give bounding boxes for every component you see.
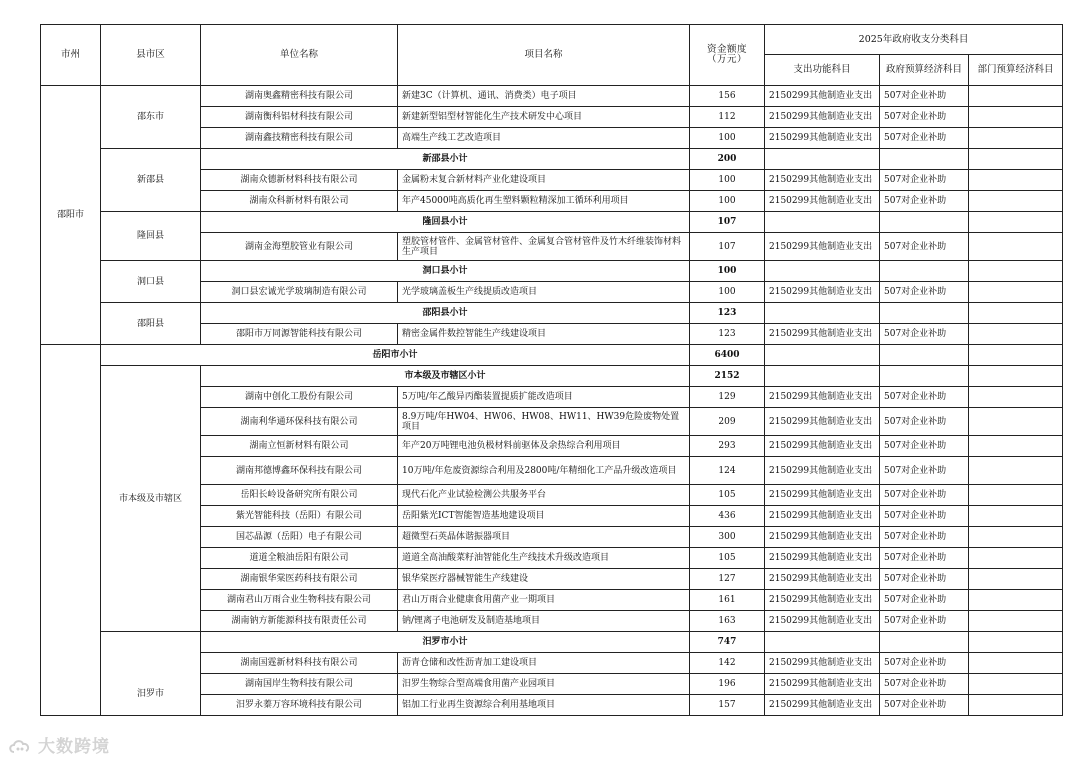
unit-cell: 湖南众科新材料有限公司 xyxy=(201,191,398,212)
dept-cell xyxy=(969,303,1063,324)
unit-cell: 湖南邦德博鑫环保科技有限公司 xyxy=(201,457,398,485)
project-cell: 铝加工行业再生资源综合利用基地项目 xyxy=(398,695,690,716)
county-cell: 汨罗市 xyxy=(101,632,201,716)
project-cell: 君山万雨合业健康食用菌产业一期项目 xyxy=(398,590,690,611)
subtotal-row xyxy=(41,632,1063,653)
subtotal-label: 洞口县小计 xyxy=(201,261,690,282)
city-cell xyxy=(41,345,101,716)
dept-cell xyxy=(969,632,1063,653)
unit-cell: 汨罗永蓁万容环境科技有限公司 xyxy=(201,695,398,716)
unit-cell: 湖南立恒新材料有限公司 xyxy=(201,436,398,457)
econ-cell xyxy=(880,149,969,170)
econ-cell: 507对企业补助 xyxy=(880,170,969,191)
econ-cell xyxy=(880,366,969,387)
county-cell: 新邵县 xyxy=(101,149,201,212)
func-cell: 2150299其他制造业支出 xyxy=(765,191,880,212)
unit-cell: 邵阳市万同源智能科技有限公司 xyxy=(201,324,398,345)
subtotal-amount: 200 xyxy=(690,149,765,170)
econ-cell: 507对企业补助 xyxy=(880,590,969,611)
econ-cell: 507对企业补助 xyxy=(880,695,969,716)
dept-cell xyxy=(969,408,1063,436)
amount-cell: 161 xyxy=(690,590,765,611)
econ-cell: 507对企业补助 xyxy=(880,611,969,632)
unit-cell: 湖南国霆新材料科技有限公司 xyxy=(201,653,398,674)
subtotal-label: 隆回县小计 xyxy=(201,212,690,233)
amount-cell: 123 xyxy=(690,324,765,345)
subtotal-amount: 123 xyxy=(690,303,765,324)
county-cell: 邵阳县 xyxy=(101,303,201,345)
econ-cell xyxy=(880,632,969,653)
unit-cell: 道道全粮油岳阳有限公司 xyxy=(201,548,398,569)
dept-cell xyxy=(969,233,1063,261)
subtotal-row xyxy=(41,261,1063,282)
dept-cell xyxy=(969,548,1063,569)
project-cell: 8.9万吨/年HW04、HW06、HW08、HW11、HW39危险废物处置项目 xyxy=(398,408,690,436)
econ-cell: 507对企业补助 xyxy=(880,436,969,457)
subtotal-amount: 100 xyxy=(690,261,765,282)
dept-cell xyxy=(969,282,1063,303)
func-cell: 2150299其他制造业支出 xyxy=(765,653,880,674)
econ-cell: 507对企业补助 xyxy=(880,387,969,408)
amount-cell: 124 xyxy=(690,457,765,485)
project-cell: 塑胶管材管件、金属管材管件、金属复合管材管件及竹木纤维装饰材料生产项目 xyxy=(398,233,690,261)
dept-cell xyxy=(969,611,1063,632)
subtotal-row xyxy=(41,303,1063,324)
project-cell: 汨罗生物综合型高端食用菌产业园项目 xyxy=(398,674,690,695)
project-cell: 年产45000吨高质化再生塑料颗粒精深加工循环利用项目 xyxy=(398,191,690,212)
header-row xyxy=(41,25,1063,55)
econ-cell: 507对企业补助 xyxy=(880,457,969,485)
amount-cell: 112 xyxy=(690,107,765,128)
func-cell: 2150299其他制造业支出 xyxy=(765,282,880,303)
func-cell: 2150299其他制造业支出 xyxy=(765,408,880,436)
project-cell: 5万吨/年乙酸异丙酯装置提质扩能改造项目 xyxy=(398,387,690,408)
func-cell: 2150299其他制造业支出 xyxy=(765,611,880,632)
func-cell: 2150299其他制造业支出 xyxy=(765,548,880,569)
header-unit: 单位名称 xyxy=(201,25,398,86)
func-cell: 2150299其他制造业支出 xyxy=(765,485,880,506)
county-cell: 洞口县 xyxy=(101,261,201,303)
project-cell: 新建3C（计算机、通讯、消费类）电子项目 xyxy=(398,86,690,107)
unit-cell: 湖南国岸生物科技有限公司 xyxy=(201,674,398,695)
project-cell: 年产20万吨锂电池负极材料前驱体及余热综合利用项目 xyxy=(398,436,690,457)
amount-cell: 100 xyxy=(690,191,765,212)
econ-cell: 507对企业补助 xyxy=(880,485,969,506)
city-cell: 邵阳市 xyxy=(41,86,101,345)
amount-cell: 142 xyxy=(690,653,765,674)
dept-cell xyxy=(969,695,1063,716)
func-cell: 2150299其他制造业支出 xyxy=(765,170,880,191)
dept-cell xyxy=(969,366,1063,387)
dept-cell xyxy=(969,387,1063,408)
header-subject-group: 2025年政府收支分类科目 xyxy=(765,25,1063,55)
econ-cell: 507对企业补助 xyxy=(880,128,969,149)
dept-cell xyxy=(969,149,1063,170)
cloud-logo-icon xyxy=(8,738,34,756)
amount-cell: 157 xyxy=(690,695,765,716)
func-cell: 2150299其他制造业支出 xyxy=(765,527,880,548)
econ-cell: 507对企业补助 xyxy=(880,324,969,345)
project-cell: 10万吨/年危废资源综合利用及2800吨/年精细化工产品升级改造项目 xyxy=(398,457,690,485)
dept-cell xyxy=(969,324,1063,345)
econ-cell: 507对企业补助 xyxy=(880,674,969,695)
fund-allocation-table xyxy=(40,24,1063,716)
econ-cell: 507对企业补助 xyxy=(880,86,969,107)
subtotal-amount: 107 xyxy=(690,212,765,233)
dept-cell xyxy=(969,436,1063,457)
project-cell: 钠/锂离子电池研发及制造基地项目 xyxy=(398,611,690,632)
amount-cell: 163 xyxy=(690,611,765,632)
econ-cell: 507对企业补助 xyxy=(880,548,969,569)
subtotal-label: 邵阳县小计 xyxy=(201,303,690,324)
dept-cell xyxy=(969,261,1063,282)
amount-cell: 156 xyxy=(690,86,765,107)
amount-cell: 105 xyxy=(690,485,765,506)
dept-cell xyxy=(969,674,1063,695)
dept-cell xyxy=(969,457,1063,485)
unit-cell: 湖南中创化工股份有限公司 xyxy=(201,387,398,408)
subtotal-amount: 2152 xyxy=(690,366,765,387)
subtotal-label: 汨罗市小计 xyxy=(201,632,690,653)
func-cell xyxy=(765,261,880,282)
project-cell: 高端生产线工艺改造项目 xyxy=(398,128,690,149)
amount-cell: 107 xyxy=(690,233,765,261)
dept-cell xyxy=(969,170,1063,191)
econ-cell: 507对企业补助 xyxy=(880,527,969,548)
unit-cell: 岳阳长岭设备研究所有限公司 xyxy=(201,485,398,506)
econ-cell: 507对企业补助 xyxy=(880,191,969,212)
project-cell: 超微型石英晶体谐振器项目 xyxy=(398,527,690,548)
subtotal-amount: 6400 xyxy=(690,345,765,366)
subtotal-amount: 747 xyxy=(690,632,765,653)
watermark xyxy=(8,732,110,757)
func-cell xyxy=(765,345,880,366)
amount-cell: 100 xyxy=(690,282,765,303)
header-gov-econ: 政府预算经济科目 xyxy=(880,55,969,86)
func-cell: 2150299其他制造业支出 xyxy=(765,387,880,408)
amount-cell: 100 xyxy=(690,170,765,191)
subtotal-row xyxy=(41,149,1063,170)
unit-cell: 湖南众德新材料科技有限公司 xyxy=(201,170,398,191)
table-row xyxy=(41,86,1063,107)
amount-cell: 300 xyxy=(690,527,765,548)
subtotal-label: 市本级及市辖区小计 xyxy=(201,366,690,387)
dept-cell xyxy=(969,527,1063,548)
unit-cell: 湖南奥鑫精密科技有限公司 xyxy=(201,86,398,107)
project-cell: 现代石化产业试验检测公共服务平台 xyxy=(398,485,690,506)
econ-cell: 507对企业补助 xyxy=(880,506,969,527)
econ-cell: 507对企业补助 xyxy=(880,282,969,303)
econ-cell: 507对企业补助 xyxy=(880,653,969,674)
watermark-text: 大数跨境 xyxy=(38,737,110,757)
project-cell: 岳阳紫光ICT智能智造基地建设项目 xyxy=(398,506,690,527)
econ-cell: 507对企业补助 xyxy=(880,233,969,261)
header-city: 市州 xyxy=(41,25,101,86)
project-cell: 银华棠医疗器械智能生产线建设 xyxy=(398,569,690,590)
amount-cell: 127 xyxy=(690,569,765,590)
dept-cell xyxy=(969,128,1063,149)
unit-cell: 湖南钠方新能源科技有限责任公司 xyxy=(201,611,398,632)
func-cell: 2150299其他制造业支出 xyxy=(765,86,880,107)
econ-cell xyxy=(880,345,969,366)
econ-cell: 507对企业补助 xyxy=(880,107,969,128)
dept-cell xyxy=(969,506,1063,527)
unit-cell: 湖南利华通环保科技有限公司 xyxy=(201,408,398,436)
econ-cell: 507对企业补助 xyxy=(880,569,969,590)
dept-cell xyxy=(969,590,1063,611)
unit-cell: 紫光智能科技（岳阳）有限公司 xyxy=(201,506,398,527)
project-cell: 金属粉末复合新材料产业化建设项目 xyxy=(398,170,690,191)
amount-cell: 105 xyxy=(690,548,765,569)
func-cell: 2150299其他制造业支出 xyxy=(765,324,880,345)
subtotal-label: 岳阳市小计 xyxy=(101,345,690,366)
func-cell xyxy=(765,303,880,324)
subtotal-label: 新邵县小计 xyxy=(201,149,690,170)
subtotal-row xyxy=(41,212,1063,233)
subtotal-row xyxy=(41,366,1063,387)
dept-cell xyxy=(969,107,1063,128)
econ-cell xyxy=(880,303,969,324)
func-cell: 2150299其他制造业支出 xyxy=(765,107,880,128)
unit-cell: 国芯晶源（岳阳）电子有限公司 xyxy=(201,527,398,548)
project-cell: 精密金属件数控智能生产线建设项目 xyxy=(398,324,690,345)
econ-cell xyxy=(880,261,969,282)
unit-cell: 湖南银华棠医药科技有限公司 xyxy=(201,569,398,590)
dept-cell xyxy=(969,569,1063,590)
project-cell: 道道全高油酸菜籽油智能化生产线技术升级改造项目 xyxy=(398,548,690,569)
amount-cell: 436 xyxy=(690,506,765,527)
subtotal-row xyxy=(41,345,1063,366)
func-cell: 2150299其他制造业支出 xyxy=(765,569,880,590)
unit-cell: 湖南鑫技精密科技有限公司 xyxy=(201,128,398,149)
header-dept-econ: 部门预算经济科目 xyxy=(969,55,1063,86)
unit-cell: 湖南衡科铝材科技有限公司 xyxy=(201,107,398,128)
county-cell: 市本级及市辖区 xyxy=(101,366,201,632)
func-cell xyxy=(765,366,880,387)
header-project: 项目名称 xyxy=(398,25,690,86)
project-cell: 沥青仓储和改性沥青加工建设项目 xyxy=(398,653,690,674)
dept-cell xyxy=(969,191,1063,212)
func-cell xyxy=(765,212,880,233)
func-cell: 2150299其他制造业支出 xyxy=(765,695,880,716)
unit-cell: 湖南金海塑胶管业有限公司 xyxy=(201,233,398,261)
amount-cell: 100 xyxy=(690,128,765,149)
func-cell: 2150299其他制造业支出 xyxy=(765,506,880,527)
dept-cell xyxy=(969,212,1063,233)
dept-cell xyxy=(969,345,1063,366)
unit-cell: 湖南君山万雨合业生物科技有限公司 xyxy=(201,590,398,611)
func-cell: 2150299其他制造业支出 xyxy=(765,233,880,261)
func-cell xyxy=(765,632,880,653)
func-cell xyxy=(765,149,880,170)
amount-cell: 196 xyxy=(690,674,765,695)
header-amount: 资金额度 （万元） xyxy=(690,25,765,86)
header-county: 县市区 xyxy=(101,25,201,86)
func-cell: 2150299其他制造业支出 xyxy=(765,457,880,485)
dept-cell xyxy=(969,86,1063,107)
econ-cell xyxy=(880,212,969,233)
amount-cell: 209 xyxy=(690,408,765,436)
unit-cell: 洞口县宏诚光学玻璃制造有限公司 xyxy=(201,282,398,303)
amount-cell: 129 xyxy=(690,387,765,408)
project-cell: 光学玻璃盖板生产线提质改造项目 xyxy=(398,282,690,303)
func-cell: 2150299其他制造业支出 xyxy=(765,674,880,695)
dept-cell xyxy=(969,653,1063,674)
amount-cell: 293 xyxy=(690,436,765,457)
project-cell: 新建新型铝型材智能化生产技术研发中心项目 xyxy=(398,107,690,128)
dept-cell xyxy=(969,485,1063,506)
county-cell: 邵东市 xyxy=(101,86,201,149)
econ-cell: 507对企业补助 xyxy=(880,408,969,436)
func-cell: 2150299其他制造业支出 xyxy=(765,590,880,611)
county-cell: 隆回县 xyxy=(101,212,201,261)
header-func: 支出功能科目 xyxy=(765,55,880,86)
func-cell: 2150299其他制造业支出 xyxy=(765,128,880,149)
func-cell: 2150299其他制造业支出 xyxy=(765,436,880,457)
